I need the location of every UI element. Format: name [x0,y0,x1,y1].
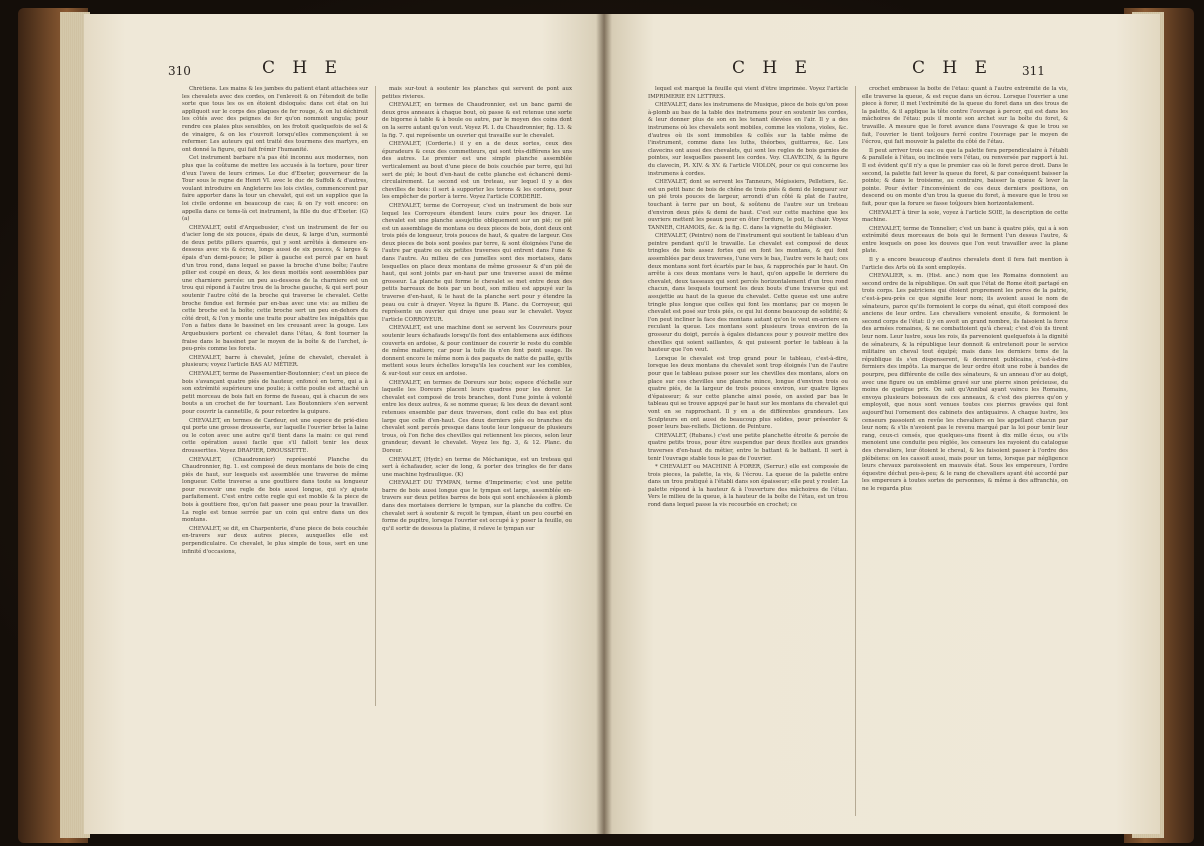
paragraph: CHEVALET à tirer la soie, voyez à l'article SOIE, la description de cette machine. [862,209,1068,224]
right-running-head-2: C H E [912,58,994,78]
book-gutter [596,14,612,834]
paragraph: Lorsque le chevalet est trop grand pour le tableau, c'est-à-dire, lorsque les deux montans du chevalet sont trop éloignés l'un de l'autre pour que le tableau puisse poser sur les chevilles des montans, alors on place sur ces chevilles une planche mince, longue d'environ trois ou quatre piés, de la largeur de trois pouces environ, sur quatre lignes d'épaisseur; & sur cette planche ainsi posée, on assied par bas le tableau qui se trouve appuyé par le haut sur les montans du chevalet qui vont en se rapprochant. Il y en a de différentes grandeurs. Les Sculpteurs en ont aussi de beaucoup plus solides, pour présenter & poser leurs bas-reliefs. Dictionn. de Peinture. [648,355,848,431]
paragraph: CHEVALET, dans les instrumens de Musique, piece de bois qu'on pose à-plomb au bas de la table des instrumens pour en soutenir les cordes, & leur donner plus de son en les tenant élevées en l'air. Il y a des instrumens où les chevalets sont mobiles, comme les violons, violes, &c. d'autres où ils sont immobiles & collés sur la table même de l'instrument, comme dans les luths, théorbes, guittarres, &c. Les clavecins ont aussi des chevalets, qui sont les regles de bois garnies de pointes, sur lesquelles passent les cordes. Voy. CLAVECIN, & la figure du clavecin, Pl. XIV. & XV. & l'article VIOLON, pour ce qui concerne les instrumens à cordes. [648,102,848,177]
paragraph: * CHEVALET ou MACHINE À FORER, (Serrur.) elle est composée de trois pieces, la palette, la vis, & l'écrou. La queue de la palette entre dans un trou pratiqué à l'établi dans son épaisseur; elle peut y rouler. La palette répond à la hauteur & à l'ouverture des mâchoires de l'étau. Vers le milieu de la queue, à la hauteur de la boîte de l'étau, est un trou rond dans lequel passe la vis recourbée en crochet; ce [648,464,848,509]
paragraph: Il y a encore beaucoup d'autres chevalets dont il fera fait mention à l'article des Arts où ils sont employés. [862,257,1068,271]
paragraph: CHEVALET, terme de Tonnelier; c'est un banc à quatre piés, qui a à son extrémité deux morceaux de bois qui le ferment l'un dessus l'autre, & entre lesquels on pose les douves que l'on veut travailler avec la plane plate. [862,225,1068,255]
left-page [84,14,604,834]
right-column-2 [862,86,1068,816]
right-page [604,14,1160,834]
left-column-1 [182,86,368,706]
column-rule [375,86,376,706]
paragraph: CHEVALET, (Rubans.) c'est une petite planchette étroite & percée de quatre petits trous, pour être suspendue par deux ficelles aux grandes traverses d'en-haut du métier, entre le battant & le battant. Il sert à tenir l'ouvrage stable tous le pas de l'ouvrier. [648,432,848,462]
paragraph: Il peut arriver trois cas: ou que la palette fera perpendiculaire à l'établi & parallele à l'étau, ou inclinée vers l'étau, ou renversée par rapport à lui. Il est évident qu'il n'y a que le premier cas où le foret perce droit. Dans le second, la palette fait lever la queue du foret, & par conséquent baisser la pointe; & dans le troisieme, au contraire, baisser la queue & lever la pointe. Pour éviter l'inconvénient de ces deux derniers positions, on descend ou on monte d'un trou la queue du foret, à mesure que le trou se fait, pour que la forure se fasse toûjours bien horizontalement. [862,147,1068,207]
paragraph: CHEVALET, terme de Corroyeur, c'est un instrument de bois sur lequel les Corroyeurs étendent leurs cuirs pour les drayer. Le chevalet est une planche assujettie obliquement sur un pié; ce pié est un assemblage de montans ou deux pieces de bois, dont deux ont trois piés de longueur, trois pouces de haut, & quatre de largeur. Ces deux pieces de bois sont posées par terre, & sont éloignées l'une de l'autre par quatre ou six petites traverses qui entrent dans l'une & dans l'autre. Au milieu de ces jumelles sont des mortaises, dans lesquelles on place deux montans de même grosseur & d'un pié de haut, qui sont joints par en-haut par une traverse aussi de même grosseur. La planche qui forme le chevalet se met entre deux des petits barreaux de bois par un bout, son milieu est appuyé sur la traverse d'en-haut, & le haut de la planche sert pour y étendre la peau ou cuir à drayer. Voyez la figure B. Planc. du Corroyeur, qui représente un ouvrier qui draye une peau sur le chevalet. Voyez l'article CORROYEUR. [382,202,572,323]
left-column-2 [382,86,572,726]
paragraph: Cet instrument barbare n'a pas été inconnu aux modernes, non plus que la coûtume de mettre les accusés à la torture, pour tirer d'eux l'aveu de leurs crimes. Le duc d'Exeter, gouverneur de la Tour sous le regne de Henri VI. avec le duc de Suffolk & d'autres, voulant introduire en Angleterre les lois civiles, commencerent par faire apporter dans la tour un chevalet, qui est un supplice que la loi civile ordonne en beaucoup de cas; & on l'y voit encore: on appella dans ce tems-là cet instrument, la fille du duc d'Exeter. (G) (a) [182,155,368,223]
paragraph: CHEVALIER, s. m. (Hist. anc.) nom que les Romains donnoient au second ordre de la république. On sait que l'état de Rome étoit partagé en trois corps. Les patriciens qui étoient proprement les peres de la patrie, c'est-à-peu-près ce que signifie leur nom; ils avoient aussi le nom de sénateurs, parce qu'ils formoient le corps du sénat, qui étoit composé des anciens de leur ordre. Les chevaliers venoient ensuite, & formoient le second corps de l'état: il y en avoit un grand nombre, ils faisoient la force des armées romaines, & ne combattoient qu'à cheval; c'est d'où ils tirent leur nom. Leur lustre, sous les rois, ils parvenoient quelquefois à la dignité de sénateurs, & la république leur donnoit & entretenoit pour le service militaire un cheval tout équipé; mais dans les derniers tems de la république ils s'en dispenserent, & devinrent publicains, c'est-à-dire fermiers des impôts. La marque de leur ordre étoit une robe à bandes de pourpre, peu différente de celle des sénateurs, & un anneau d'or au doigt, avec une figure ou un emblème gravé sur une pierre sinon précieuse, du moins de quelque prix. On sait qu'Annibal ayant vaincu les Romains, envoya plusieurs boisseaux de ces anneaux, & c'est des pierres qu'on y employoit, que nous sont venues toutes ces pierres gravées qui font aujourd'hui l'ornement des cabinets des antiquaires. A chaque lustre, les censeurs passoient en revûe les chevaliers en les appellant chacun par leur nom; & s'ils n'avoient pas le revenu marqué par la loi pour tenir leur rang, ceux-ci censés, que quelques-uns fixent à dix mille écus, ou s'ils menoient une conduite peu réglée, les censeurs les rayoient du catalogue des chevaliers, leur ôtoient le cheval, & les faisoient passer à l'ordre des plébéiens: on les cassoit aussi, mais pour un tems, lorsque par négligence leurs chevaux paroissoient en mauvais état. Sous les empereurs, l'ordre équestre déchut peu-à-peu; & le rang de chevaliers ayant été accordé par les empereurs à toutes sortes de personnes, & même à des affranchis, on ne le regarda plus [862,273,1068,492]
paragraph: CHEVALET, terme de Passementier-Boutonnier; c'est un piece de bois s'avançant quatre piés de hauteur, enfoncé en terre, qui a à son extrémité supérieure une poulie; à cette poulie est attaché un petit morceau de bois fait en forme de fuseau, qui à chacun de ses bouts a un crochet de fer tournant. Les Boutonniers s'en servent pour couvrir la cannetille, & pour retordre la guipure. [182,370,368,415]
paragraph: CHEVALET, (Corderie.) il y en a de deux sortes, ceux des épuradeurs & ceux des commetteurs, qui sont très-différens les uns des autres. Le premier est une simple planche assemblée verticalement au bout d'une piece de bois couchée par terre, qui lui sert de pié; le bout d'en-haut de cette planche est échancré demi-circulairement. Le second est un treteau, sur lequel il y a des chevilles de bois: il sert à supporter les torons & les cordons, pour les empêcher de porter à terre. Voyez l'article CORDERIE. [382,141,572,201]
right-page-number: 311 [1022,64,1045,78]
paragraph: CHEVALET, en termes de Cardeur, est une espece de prié-dieu qui porte une grosse drousserte, sur laquelle l'ouvrier brise la laine ou le coton avec une autre qu'il tient dans la main: ce qui rend cette opération aussi facile que s'il falloit tenir les deux drousserttes. Voyez DRAPIER, DROUSSETTE. [182,417,368,454]
paragraph: CHEVALET, (Peintre) nom de l'instrument qui soutient le tableau d'un peintre pendant qu'il le travaille. Le chevalet est composé de deux tringles de bois assez fortes qui en font les montans, & qui font assemblées par deux traverses, l'une vers le bas, l'autre vers le haut; ces deux montans sont fort écartés par le bas, & rapprochés par le haut. On arrête à ces deux montans vers le haut, qu'on appelle le derriere du chevalet, deux tasseaux qui sont percés horizontalement d'un trou rond chacun, dans lesquels tournent les deux bouts d'une traverse qui est assujettie au haut de la queue du chevalet. Cette queue est une autre tringle plus longue que celles qui font les montans; par ce moyen le chevalet est posé sur trois piés, ce qui lui donne beaucoup de solidité; & l'on peut incliner la face des montans autant qu'on le veut en-arriere en reculant la queue. Les montans sont plusieurs trous environ de la grosseur du doigt, percés à égales distances pour y pouvoir mettre des chevilles qui soient saillantes, & qui puissent porter le tableau à la hauteur que l'on veut. [648,233,848,354]
paragraph: CHEVALET, barre à chevalet, jeûne de chevalet, chevalet à plusieurs; voyez l'article BAS AU MÉTIER. [182,354,368,369]
paragraph: crochet embrasse la boîte de l'étau: quant à l'autre extrémité de la vis, elle traverse la queue, & est reçue dans un écrou. Lorsque l'ouvrier a une piece à forer, il met l'extrémité de la queue du foret dans un des trous de la palette, & il applique la tête contre l'ouvrage à percer, qui est dans les mâchoires de l'étau: puis il monte son archet sur la boîte du foret, & travaille. A mesure que le foret avance dans l'ouvrage & que le trou se fait, l'ouvrier le tient toûjours ferré contre l'ouvrage par le moyen de l'écrou, qui fait mouvoir la palette du côté de l'étau. [862,86,1068,146]
right-running-head-1: C H E [732,58,814,78]
paragraph: CHEVALET DU TYMPAN, terme d'Imprimerie; c'est une petite barre de bois aussi longue que le tympan est large, assemblée en-travers sur deux petites barres de bois qui sont enchâssées à plomb dans des mortaises derriere le tympan, sur la planche du coffre. Ce chevalet sert à soutenir & reçoit le tympan, étant un peu courbé en forme de pupitre, lorsque l'ouvrier est occupé à y poser la feuille, ou qu'il sortir de dessous la platine, il releve le tympan sur [382,480,572,532]
paragraph: Chrétiens. Les mains & les jambes du patient étant attachées sur les chevalets avec des cordes, on l'enlevoit & on l'étendoit de telle sorte que tous les os en étoient disloqués: dans cet état on lui appliquoit sur le corps des plaques de fer rouge, & on lui déchiroit les côtés avec des peignes de fer qu'on nommoit ungula; pour rendre ces plaies plus sensibles, on les frotoit quelquefois de sel & de vinaigre, & on les r'ouvroit lorsqu'elles commençoient à se refermer. Les auteurs qui ont traité des tourmens des martyrs, en ont donné la figure, qui fait frémir l'humanité. [182,86,368,153]
paragraph: CHEVALET, (Hydr.) en terme de Méchanique, est un treteau qui sert à échafauder, scier de long, & porter des tringles de fer dans une machine hydraulique. (K) [382,456,572,478]
left-running-head: C H E [262,58,344,78]
left-page-number: 310 [168,64,191,78]
paragraph: CHEVALET, se dit, en Charpenterie, d'une piece de bois couchée en-travers sur deux autres pieces, auxquelles elle est perpendiculaire. Ce chevalet, le plus simple de tous, sert en une infinité d'occasions, [182,525,368,555]
paragraph: CHEVALET, en termes de Doreurs sur bois; espece d'échelle sur laquelle les Doreurs placent leurs quadres pour les dorer. Le chevalet est composé de trois branches, dont l'une jointe à volonté entre les deux autres, & se nomme queue; & les deux de devant sont retenues ensemble par deux traverses, dont celle du bas est plus large que celle d'en-haut. Ces deux derniers piés ou branches du chevalet sont percés presque dans toute leur longueur de plusieurs trous, où l'on fiche des chevilles qui retiennent les pieces, selon leur grandeur, devant le chevalet. Voyez les fig. 3, & 12. Planc. du Doreur. [382,379,572,454]
column-rule [855,86,856,816]
paragraph: CHEVALET, est une machine dont se servent les Couvreurs pour soutenir leurs échafauds lorsqu'ils font des entablemens aux édifices couverts en ardoise, & pour continuer de couvrir le reste du comble de même matiere; car pour la tuile ils n'en font point usage. Ils donnent encore le même nom à des paquets de natte de paille, qu'ils mettent sous leurs échelles lorsqu'ils les couchent sur les combles, & sur-tout sur ceux en ardoise. [382,325,572,377]
right-column-1 [648,86,848,816]
paragraph: lequel est marqué la feuille qui vient d'être imprimée. Voyez l'article IMPRIMERIE EN LETTRES. [648,86,848,100]
paragraph: CHEVALET, en termes de Chaudronnier, est un banc garni de deux gros anneaux à chaque bout, où passe & est retenue une sorte de bigorne à table & à boule ou autre, par le moyen des coins dont on la serre autant qu'on veut. Voyez Pl. I. du Chaudronnier, fig. 13. & la fig. 7. qui représente un ouvrier qui travaille sur le chevalet. [382,102,572,139]
paragraph: mais sur-tout à soutenir les planches qui servent de pont aux petites rivieres. [382,86,572,100]
paragraph: CHEVALET, (Chaudronnier) représenté Planche du Chaudronnier, fig. 1. est composé de deux montans de bois de cinq piés de haut, sur lesquels est assemblée une traverse de même longueur. Cette traverse a une gouttiere dans toute sa longueur pour recevoir une regle de bois aussi longue, qui s'y ajuste parfaitement. C'est entre cette regle qui est mobile & la piece de bois à gouttiere fixe, qu'on fait passer une peau pour la travailler. La regle est tenue serrée par un coin qui entre dans un des montans. [182,456,368,524]
paragraph: CHEVALET, dont se servent les Tanneurs, Mégissiers, Pelletiers, &c. est un petit banc de bois de chêne de trois piés & demi de longueur sur un pié trois pouces de largeur, arrondi d'un côté & plat de l'autre, touchant à terre par un bout, & soûtenu de l'autre sur un treteau d'environ deux piés & demi de haut. C'est sur cette machine que les ouvriers mettent les peaux pour en ôter l'ordure, le poil, la chair. Voyez TANNER, CHAMOIS, &c. & la fig. C. dans la vignette du Mégissier. [648,179,848,231]
paragraph: CHEVALET, outil d'Arquebusier, c'est un instrument de fer ou d'acier long de six pouces, épais de deux, & large d'un, surmonté de deux petits piliers quarrés, qui y sont arrêtés à demeure en-dessous avec vis & écrou, longs aussi de six pouces, & larges & épais d'un demi-pouce; le pilier à gauche est percé par en haut d'un trou rond, dans lequel se passe la broche d'une boîte; l'autre pilier est coupé en deux, & les deux moitiés sont assemblées par une charniere percée: un peu au-dessous de la charniere est un trou qui répond à l'autre trou de la broche gauche, & qui sert pour soutenir l'autre côté de la broche qui traverse le chevalet. Cette broche fendue est fermée par en-bas avec une vis: au milieu de cette broche est la boîte; cette broche sert un peu en-dehors du côté droit, & l'on y monte une traite pour abattre les inégalités que l'on a faites dans le bassinet en les creusant avec la gouge. Les Arquebusiers portent ce chevalet dans l'étau, & font tourner la fraise dans le bassinet par le moyen de la boîte & de l'archet, à-peu-près comme les forets. [182,224,368,353]
